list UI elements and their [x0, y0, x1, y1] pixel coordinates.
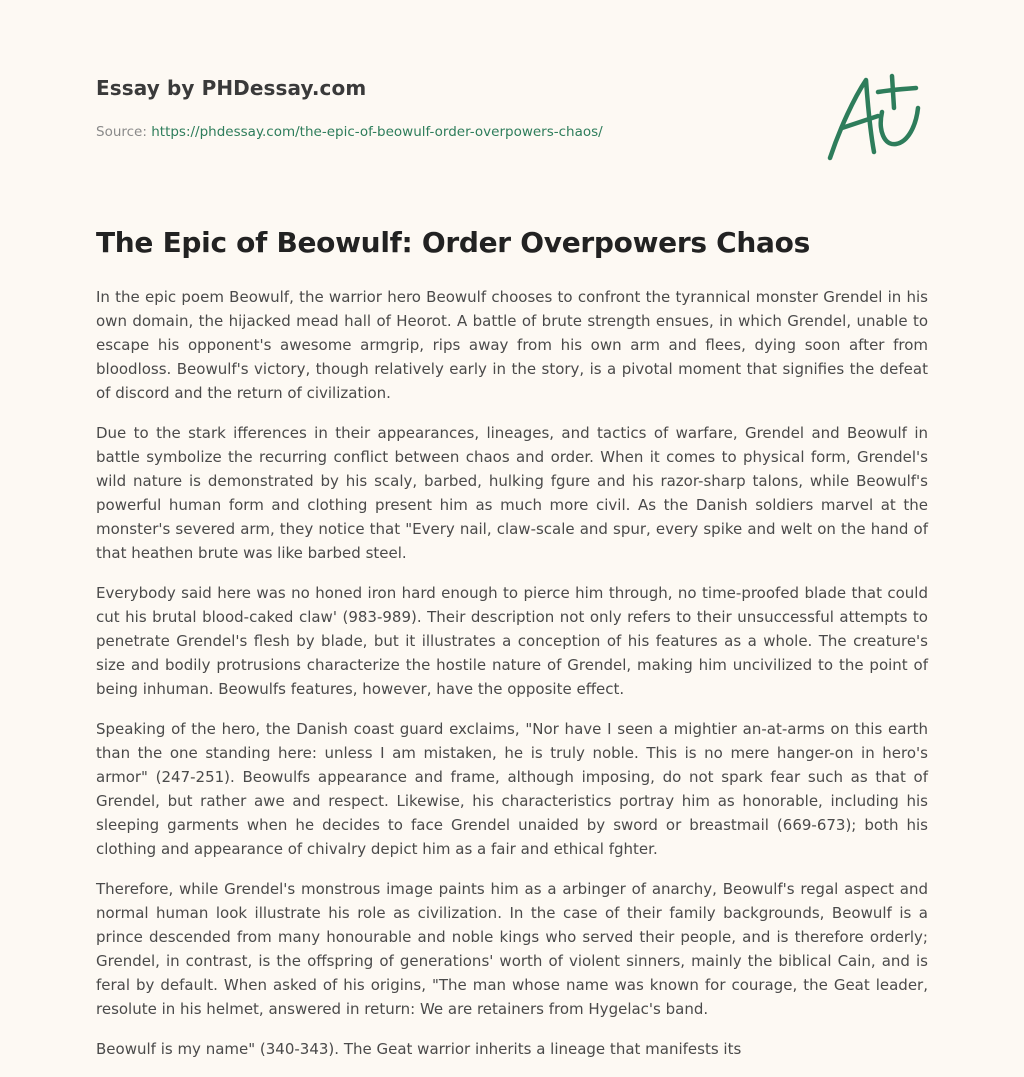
source-label: Source:: [96, 124, 147, 140]
site-brand: Essay by PHDessay.com: [96, 76, 367, 100]
essay-body: [96, 285, 928, 1077]
paragraph: Therefore, while Grendel's monstrous image paints him as a arbinger of anarchy, Beowulf's regal aspect and normal human look illustrate his role as civilization. In the case of their family backgrounds, Beowulf is a prince descended from many honourable and noble kings who served their people, and is therefore orderly; Grendel, in contrast, is the offspring of generations' worth of violent sinners, mainly the biblical Cain, and is feral by default. When asked of his origins, "The man whose name was known for courage, the Geat leader, resolute in his helmet, answered in return: We are retainers from Hygelac's band.: [96, 880, 928, 1018]
source-line: [96, 124, 603, 140]
source-link[interactable]: https://phdessay.com/the-epic-of-beowulf-order-overpowers-chaos/: [151, 124, 603, 140]
essay-title: The Epic of Beowulf: Order Overpowers Chaos: [96, 226, 810, 259]
paragraph: Everybody said here was no honed iron hard enough to pierce him through, no time-proofed blade that could cut his brutal blood-caked claw' (983-989). Their description not only refers to their unsuccessful attempts to penetrate Grendel's flesh by blade, but it illustrates a conception of his features as a whole. The creature's size and bodily protrusions characterize the hostile nature of Grendel, making him uncivilized to the point of being inhuman. Beowulfs features, however, have the opposite effect.: [96, 584, 928, 698]
a-plus-logo-icon: [820, 68, 930, 164]
paragraph: Due to the stark ifferences in their appearances, lineages, and tactics of warfare, Grendel and Beowulf in battle symbolize the recurring conflict between chaos and order. When it comes to physical form, Grendel's wild nature is demonstrated by his scaly, barbed, hulking fgure and his razor-sharp talons, while Beowulf's powerful human form and clothing present him as much more civil. As the Danish soldiers marvel at the monster's severed arm, they notice that "Every nail, claw-scale and spur, every spike and welt on the hand of that heathen brute was like barbed steel.: [96, 424, 928, 562]
paragraph: In the epic poem Beowulf, the warrior hero Beowulf chooses to confront the tyrannical monster Grendel in his own domain, the hijacked mead hall of Heorot. A battle of brute strength ensues, in which Grendel, unable to escape his opponent's awesome armgrip, rips away from his own arm and flees, dying soon after from bloodloss. Beowulf's victory, though relatively early in the story, is a pivotal moment that signifies the defeat of discord and the return of civilization.: [96, 288, 928, 402]
paragraph: Beowulf is my name" (340-343). The Geat warrior inherits a lineage that manifests its: [96, 1040, 742, 1058]
paragraph: Speaking of the hero, the Danish coast guard exclaims, "Nor have I seen a mightier an-at-arms on this earth than the one standing here: unless I am mistaken, he is truly noble. This is no mere hanger-on in hero's armor" (247-251). Beowulfs appearance and frame, although imposing, do not spark fear such as that of Grendel, but rather awe and respect. Likewise, his characteristics portray him as honorable, including his sleeping garments when he decides to face Grendel unaided by sword or breastmail (669-673); both his clothing and appearance of chivalry depict him as a fair and ethical fghter.: [96, 720, 928, 858]
